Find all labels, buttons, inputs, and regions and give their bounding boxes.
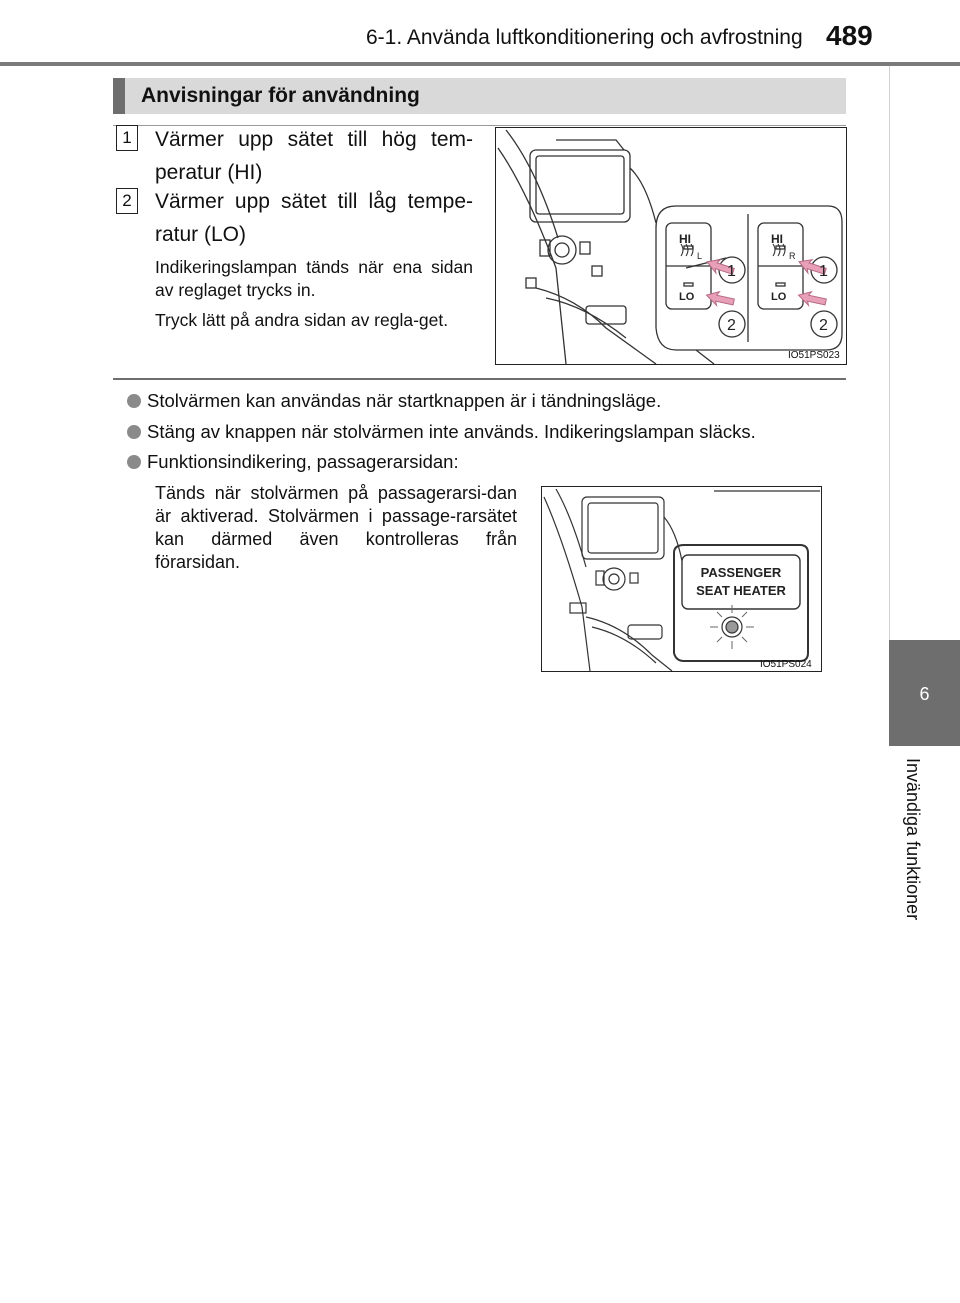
bullet-dot-icon [127, 425, 141, 439]
header-rule [0, 62, 960, 66]
item-text [155, 123, 473, 189]
item-text-line: Värmer upp sätet till hög tem- [155, 128, 473, 151]
lo-label: LO [679, 291, 695, 303]
passenger-indicator-illustration [542, 487, 821, 671]
bullet-item [127, 421, 756, 443]
item-text-line: peratur (HI) [155, 161, 263, 184]
right-label: R [789, 251, 796, 261]
item-text [155, 185, 473, 251]
passenger-indicator-figure [541, 486, 822, 672]
bullet-text: Funktionsindikering, passagerarsidan: [147, 451, 459, 472]
section-heading-text: Anvisningar för användning [141, 84, 420, 107]
indicator-description: Tänds när stolvärmen på passagerarsi-dan är aktiverad. Stolvärmen i passage-rarsätet kan därmed även kontrolleras från förarsidan. [155, 483, 517, 572]
section-heading [113, 78, 846, 114]
lo-label: LO [771, 291, 787, 303]
chapter-label: Invändiga funktioner [903, 758, 923, 921]
item-text-line: Värmer upp sätet till låg tempe- [155, 190, 473, 213]
bullet-dot-icon [127, 455, 141, 469]
callout-number: 1 [819, 263, 828, 280]
figure-code: IO51PS023 [788, 350, 840, 361]
bullet-dot-icon [127, 394, 141, 408]
page-number: 489 [826, 20, 873, 51]
seat-heater-switch-illustration [496, 128, 846, 364]
item-number-badge: 2 [116, 188, 138, 214]
panel-label-line2: SEAT HEATER [696, 583, 786, 598]
hi-label: HI [679, 232, 691, 246]
seat-heater-switch-figure [495, 127, 847, 365]
bullet-text: Stolvärmen kan användas när startknappen är i tändningsläge. [147, 390, 662, 411]
section-rule [113, 378, 846, 380]
note-paragraph: Indikeringslampan tänds när ena sidan av reglaget trycks in. [155, 257, 473, 300]
item-number-badge: 1 [116, 125, 138, 151]
callout-number: 2 [819, 317, 828, 334]
bullet-text: Stäng av knappen när stolvärmen inte används. Indikeringslampan släcks. [147, 421, 756, 442]
bullet-item [127, 451, 459, 473]
item-text-line: ratur (LO) [155, 223, 247, 246]
callout-number: 1 [727, 263, 736, 280]
figure-code: IO51PS024 [760, 659, 812, 670]
bullet-item [127, 390, 661, 412]
callout-number: 2 [727, 317, 736, 334]
chapter-tab[interactable] [889, 640, 960, 746]
side-divider [889, 66, 890, 640]
note-paragraph: Tryck lätt på andra sidan av regla-get. [155, 310, 449, 330]
chapter-number: 6 [919, 684, 930, 704]
panel-label-line1: PASSENGER [700, 565, 782, 580]
left-label: L [697, 251, 703, 261]
running-header-title: 6-1. Använda luftkonditionering och avfrostning [366, 26, 803, 49]
hi-label: HI [771, 232, 783, 246]
